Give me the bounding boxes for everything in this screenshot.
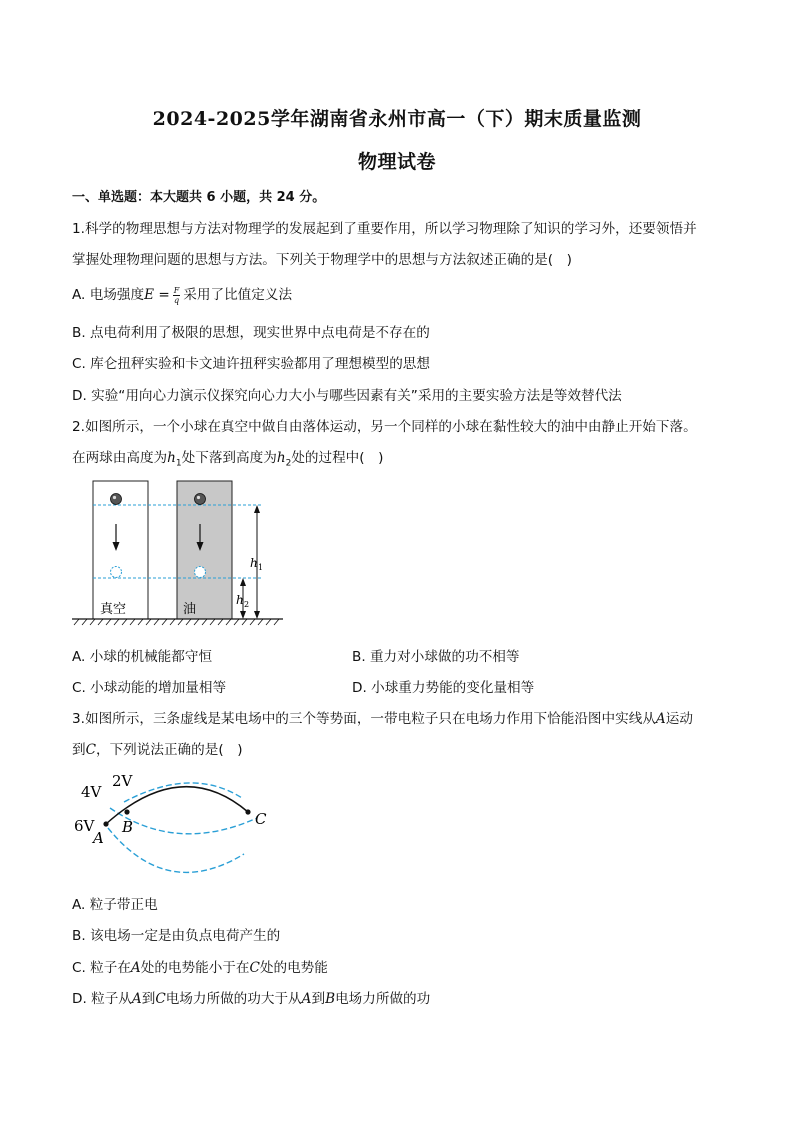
q2-option-c: C. 小球动能的增加量相等: [72, 680, 227, 696]
q1-option-d: D. 实验“用向心力演示仪探究向心力大小与哪些因素有关”采用的主要实验方法是等效替代法: [72, 388, 622, 404]
q2-stem-line2: 在两球由高度为$h_1$处下落到高度为$h_2$处的过程中( ): [72, 450, 384, 469]
q1-option-a: A. 电场强度E = $\frac{F}{q}$ 采用了比值定义法: [72, 285, 293, 305]
falling-ball-figure: [70, 474, 290, 634]
q1-option-b: B. 点电荷利用了极限的思想，现实世界中点电荷是不存在的: [72, 325, 430, 341]
q3-option-a: A. 粒子带正电: [72, 897, 158, 913]
q1-option-c: C. 库仑扭秤实验和卡文迪许扭秤实验都用了理想模型的思想: [72, 356, 430, 372]
label-b: B: [122, 818, 134, 836]
point-b: [124, 809, 129, 814]
point-a: [103, 821, 108, 826]
page-title: 2024-2025学年湖南省永州市高一（下）期末质量监测: [152, 108, 642, 130]
vacuum-label: 真空: [100, 602, 127, 617]
svg-text:2: 2: [244, 600, 250, 609]
point-c: [245, 809, 250, 814]
h2-label: h: [236, 593, 244, 607]
q2-option-b: B. 重力对小球做的功不相等: [352, 649, 520, 665]
label-a: A: [93, 829, 104, 847]
fraction-f-over-q: $\frac{F}{q}$: [173, 285, 180, 305]
q1-stem-line2: 掌握处理物理问题的思想与方法。下列关于物理学中的思想与方法叙述正确的是( ): [72, 252, 572, 268]
section-heading: 一、单选题：本大题共 6 小题，共 24 分。: [72, 190, 326, 205]
q2-option-d: D. 小球重力势能的变化量相等: [352, 680, 535, 696]
q1-stem-line1: 1.科学的物理思想与方法对物理学的发展起到了重要作用，所以学习物理除了知识的学习外，还要领悟并: [72, 221, 697, 237]
ball-vacuum: [111, 494, 122, 505]
label-4v: 4V: [81, 783, 102, 801]
label-c: C: [255, 810, 267, 828]
equipotential-figure: [72, 766, 282, 878]
page-subtitle: 物理试卷: [357, 151, 436, 173]
ball-oil-final: [195, 567, 206, 578]
q3-stem-line2: 到C，下列说法正确的是( ): [72, 742, 243, 758]
q3-option-b: B. 该电场一定是由负点电荷产生的: [72, 928, 281, 944]
q2-stem-line1: 2.如图所示，一个小球在真空中做自由落体运动，另一个同样的小球在黏性较大的油中由静止开始下落。: [72, 419, 697, 435]
h1-label: h: [250, 556, 258, 570]
svg-text:1: 1: [258, 563, 264, 572]
q3-option-c: C. 粒子在A处的电势能小于在C处的电势能: [72, 960, 328, 976]
ball-oil: [195, 494, 206, 505]
q3-stem-line1: 3.如图所示，三条虚线是某电场中的三个等势面，一带电粒子只在电场力作用下恰能沿图中实线从A运动: [72, 711, 693, 727]
q2-option-a: A. 小球的机械能都守恒: [72, 649, 213, 665]
label-2v: 2V: [112, 772, 133, 790]
oil-label: 油: [183, 602, 197, 617]
label-6v: 6V: [74, 817, 95, 835]
q3-option-d: D. 粒子从A到C电场力所做的功大于从A到B电场力所做的功: [72, 991, 431, 1007]
